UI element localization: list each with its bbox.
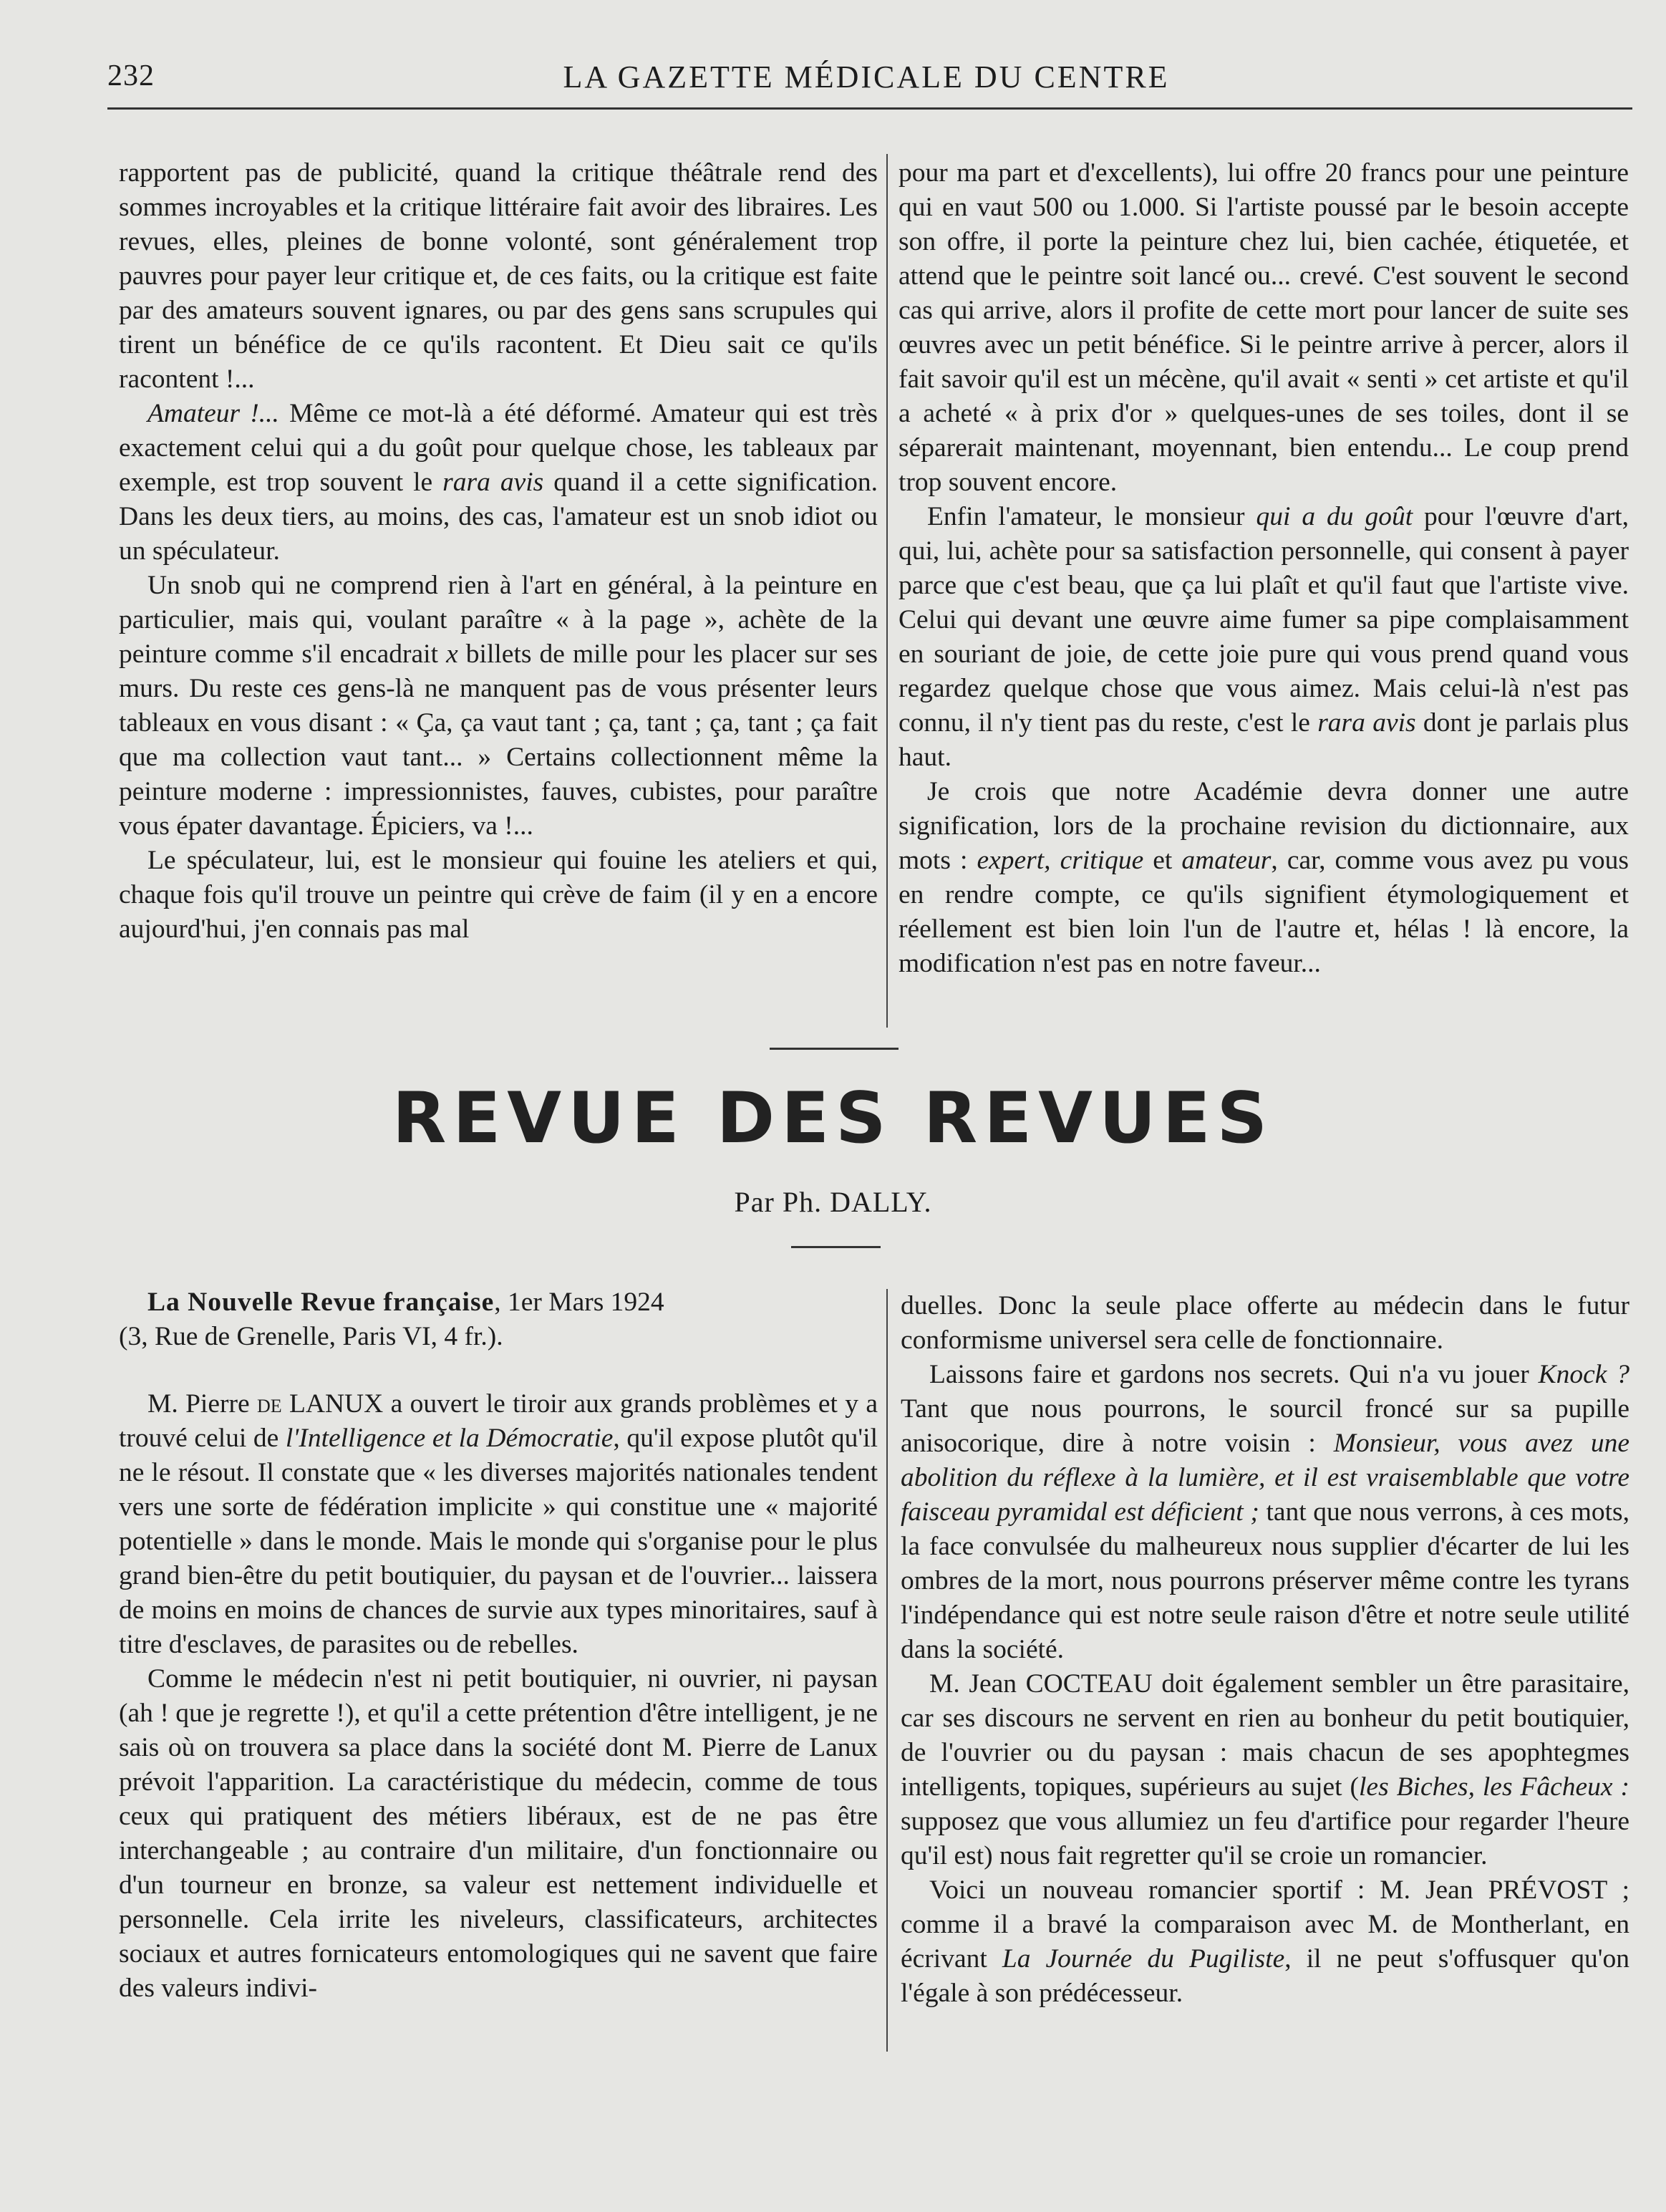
small-caps-text: de (256, 1389, 282, 1419)
italic-text: Monsieur, vous avez une abolition du réflexe à la lumière, et il est vraisemblable que votre faisceau pyramidal est déficient ; (901, 1429, 1629, 1527)
paragraph: Je crois que notre Académie devra donner une autre signification, lors de la prochaine revision du dictionnaire, aux mots : expert, critique et amateur, car, comme vous avez pu vous en rendre compte, ce qu'ils signifient étymologiquement et réellement est bien loin l'un de l'autre et, hélas ! là encore, la modification n'est pas en notre faveur... (899, 777, 1629, 978)
review-column-divider (886, 1289, 888, 2052)
paragraph: pour ma part et d'excellents), lui offre 20 francs pour une peinture qui en vaut 500 ou 1.000. Si l'artiste poussé par le besoin accepte son offre, il porte la peinture chez lui, bien cachée, étiquetée, et attend que le peintre soit lancé ou... crevé. C'est souvent le second cas qui arrive, alors il profite de cette mort pour lancer de suite ses œuvres avec un petit bénéfice. Si le peintre arrive à percer, alors il fait savoir qu'il est un mécène, qu'il avait « senti » cet artiste et qu'il a acheté « à prix d'or » quelques-unes de ses toiles, dont il se séparerait maintenant, moyennant, bien entendu... Le coup prend trop souvent encore. (899, 158, 1629, 497)
paragraph: Voici un nouveau romancier sportif : M. Jean PRÉVOST ; comme il a bravé la comparaison avec M. de Montherlant, en écrivant La Journée du Pugiliste, il ne peut s'offusquer qu'on l'égale à son prédécesseur. (901, 1875, 1629, 2008)
italic-text: rara avis (442, 468, 544, 497)
review-column-left (119, 1285, 878, 2006)
review-left-body (119, 1387, 878, 2006)
byline-rule (791, 1246, 881, 1248)
section-separator-rule (770, 1048, 899, 1050)
italic-text: l'Intelligence et la Démocratie (285, 1424, 614, 1453)
paragraph: rapportent pas de publicité, quand la critique théâtrale rend des sommes incroyables et la critique littéraire fait avoir des libraires. Les revues, elles, pleines de bonne volonté, sont généralement trop pauvres pour payer leur critique et, de ces faits, ou la critique est faite par des amateurs souvent ignares, ou par des gens sans scrupules qui tirent un bénéfice de ce qu'ils racontent. Et Dieu sait ce qu'ils racontent !... (119, 158, 878, 394)
byline: Par Ph. DALLY. (734, 1186, 932, 1218)
paragraph: Le spéculateur, lui, est le monsieur qui fouine les ateliers et qui, chaque fois qu'il trouve un peintre qui crève de faim (il y en a encore aujourd'hui, j'en connais pas mal (119, 846, 878, 944)
italic-text: x (446, 639, 458, 669)
italic-text: expert, critique (977, 846, 1144, 875)
section-title: REVUE DES REVUES (392, 1078, 1274, 1159)
italic-text: La Journée du Pugiliste (1002, 1944, 1285, 1974)
review-source-date: , 1er Mars 1924 (494, 1288, 664, 1317)
italic-text: qui a du goût (1256, 502, 1413, 531)
paragraph: Un snob qui ne comprend rien à l'art en général, à la peinture en particulier, mais qui, voulant paraître « à la page », achète de la peinture comme s'il encadrait x billets de mille pour les placer sur ses murs. Du reste ces gens-là ne manquent pas de vous présenter leurs tableaux en vous disant : « Ça, ça vaut tant ; ça, tant ; ça, tant ; ça fait que ma collection vaut tant... » Certains collectionnent même la peinture moderne : impressionnistes, fauves, cubistes, pour paraître vous épater davantage. Épiciers, va !... (119, 571, 878, 841)
page-number: 232 (107, 59, 155, 92)
paragraph: M. Jean COCTEAU doit également sembler un être parasitaire, car ses discours ne servent en rien au bonheur du petit boutiquier, de l'ouvrier ou du paysan : mais chacun de ses apophtegmes intelligents, topiques, supérieurs au sujet (les Biches, les Fâcheux : supposez que vous allumiez un feu d'artifice pour regarder l'heure qu'il est) nous fait regretter qu'il se croie un romancier. (901, 1669, 1630, 1870)
paragraph: Amateur !... Même ce mot-là a été déformé. Amateur qui est très exactement celui qui a du goût pour quelque chose, les tableaux par exemple, est trop souvent le rara avis quand il a cette signification. Dans les deux tiers, au moins, des cas, l'amateur est un snob idiot ou un spéculateur. (119, 399, 878, 566)
review-source-line (119, 1285, 878, 1320)
header-rule (107, 107, 1632, 110)
italic-text: Knock ? (1538, 1360, 1629, 1389)
italic-text: rara avis (1317, 708, 1416, 738)
italic-text: les Biches, les Fâcheux : (1359, 1772, 1630, 1802)
review-source-detail: (3, Rue de Grenelle, Paris VI, 4 fr.). (119, 1322, 503, 1351)
paragraph: Enfin l'amateur, le monsieur qui a du goût pour l'œuvre d'art, qui, lui, achète pour sa satisfaction personnelle, qui consent à payer parce que c'est beau, que ça lui plaît et qu'il faut que l'artiste vive. Celui qui devant une œuvre aime fumer sa pipe complaisamment en souriant de joie, de cette joie pure qui vous prend quand vous regardez quelque chose que vous aimez. Mais celui-là n'est pas connu, il n'y tient pas du reste, c'est le rara avis dont je parlais plus haut. (899, 502, 1629, 772)
article-column-left (119, 156, 878, 947)
column-divider (886, 154, 888, 1028)
article-column-right (899, 156, 1629, 981)
paragraph: Comme le médecin n'est ni petit boutiquier, ni ouvrier, ni paysan (ah ! que je regrette !), et qu'il a cette prétention d'être intelligent, je ne sais où on trouvera sa place dans la société dont M. Pierre de Lanux prévoit l'apparition. La caractéristique du médecin, comme de tous ceux qui pratiquent des métiers libéraux, est de ne pas être interchangeable ; au contraire d'un militaire, d'un fonctionnaire ou d'un tourneur en bronze, sa valeur est nettement individuelle et personnelle. Cela irrite les niveleurs, classificateurs, architectes sociaux et autres fornicateurs entomologiques qui ne savent que faire des valeurs indivi- (119, 1664, 878, 2003)
review-column-right (901, 1289, 1629, 2011)
running-title: LA GAZETTE MÉDICALE DU CENTRE (563, 59, 1170, 95)
paragraph: Laissons faire et gardons nos secrets. Qui n'a vu jouer Knock ? Tant que nous pourrons, le sourcil froncé sur sa pupille anisocorique, dire à notre voisin : Monsieur, vous avez une abolition du réflexe à la lumière, et il est vraisemblable que votre faisceau pyramidal est déficient ; tant que nous verrons, à ces mots, la face convulsée du malheureux nous supplier d'écarter de lui les ombres de la mort, nous pourrons préserver même contre les tyrans l'indépendance qui est notre seule raison d'être et notre seule utilité dans la société. (901, 1360, 1629, 1664)
paragraph: duelles. Donc la seule place offerte au médecin dans le futur conformisme universel sera celle de fonctionnaire. (901, 1291, 1629, 1355)
paragraph: M. Pierre de LANUX a ouvert le tiroir aux grands problèmes et y a trouvé celui de l'Intelligence et la Démocratie, qu'il expose plutôt qu'il ne le résout. Il constate que « les diverses majorités nationales tendent vers une sorte de fédération implicite » qui constitue une « majorité potentielle » dans le monde. Mais le monde qui s'organise pour le plus grand bien-être du petit boutiquier, du paysan et de l'ouvrier... laissera de moins en moins de chances de survie aux types minoritaires, sauf à titre d'esclaves, de parasites ou de rebelles. (119, 1389, 878, 1659)
review-source-title: La Nouvelle Revue française (147, 1288, 495, 1317)
page-header (107, 59, 1625, 102)
italic-text: Amateur !... (147, 399, 279, 428)
italic-text: amateur (1181, 846, 1272, 875)
